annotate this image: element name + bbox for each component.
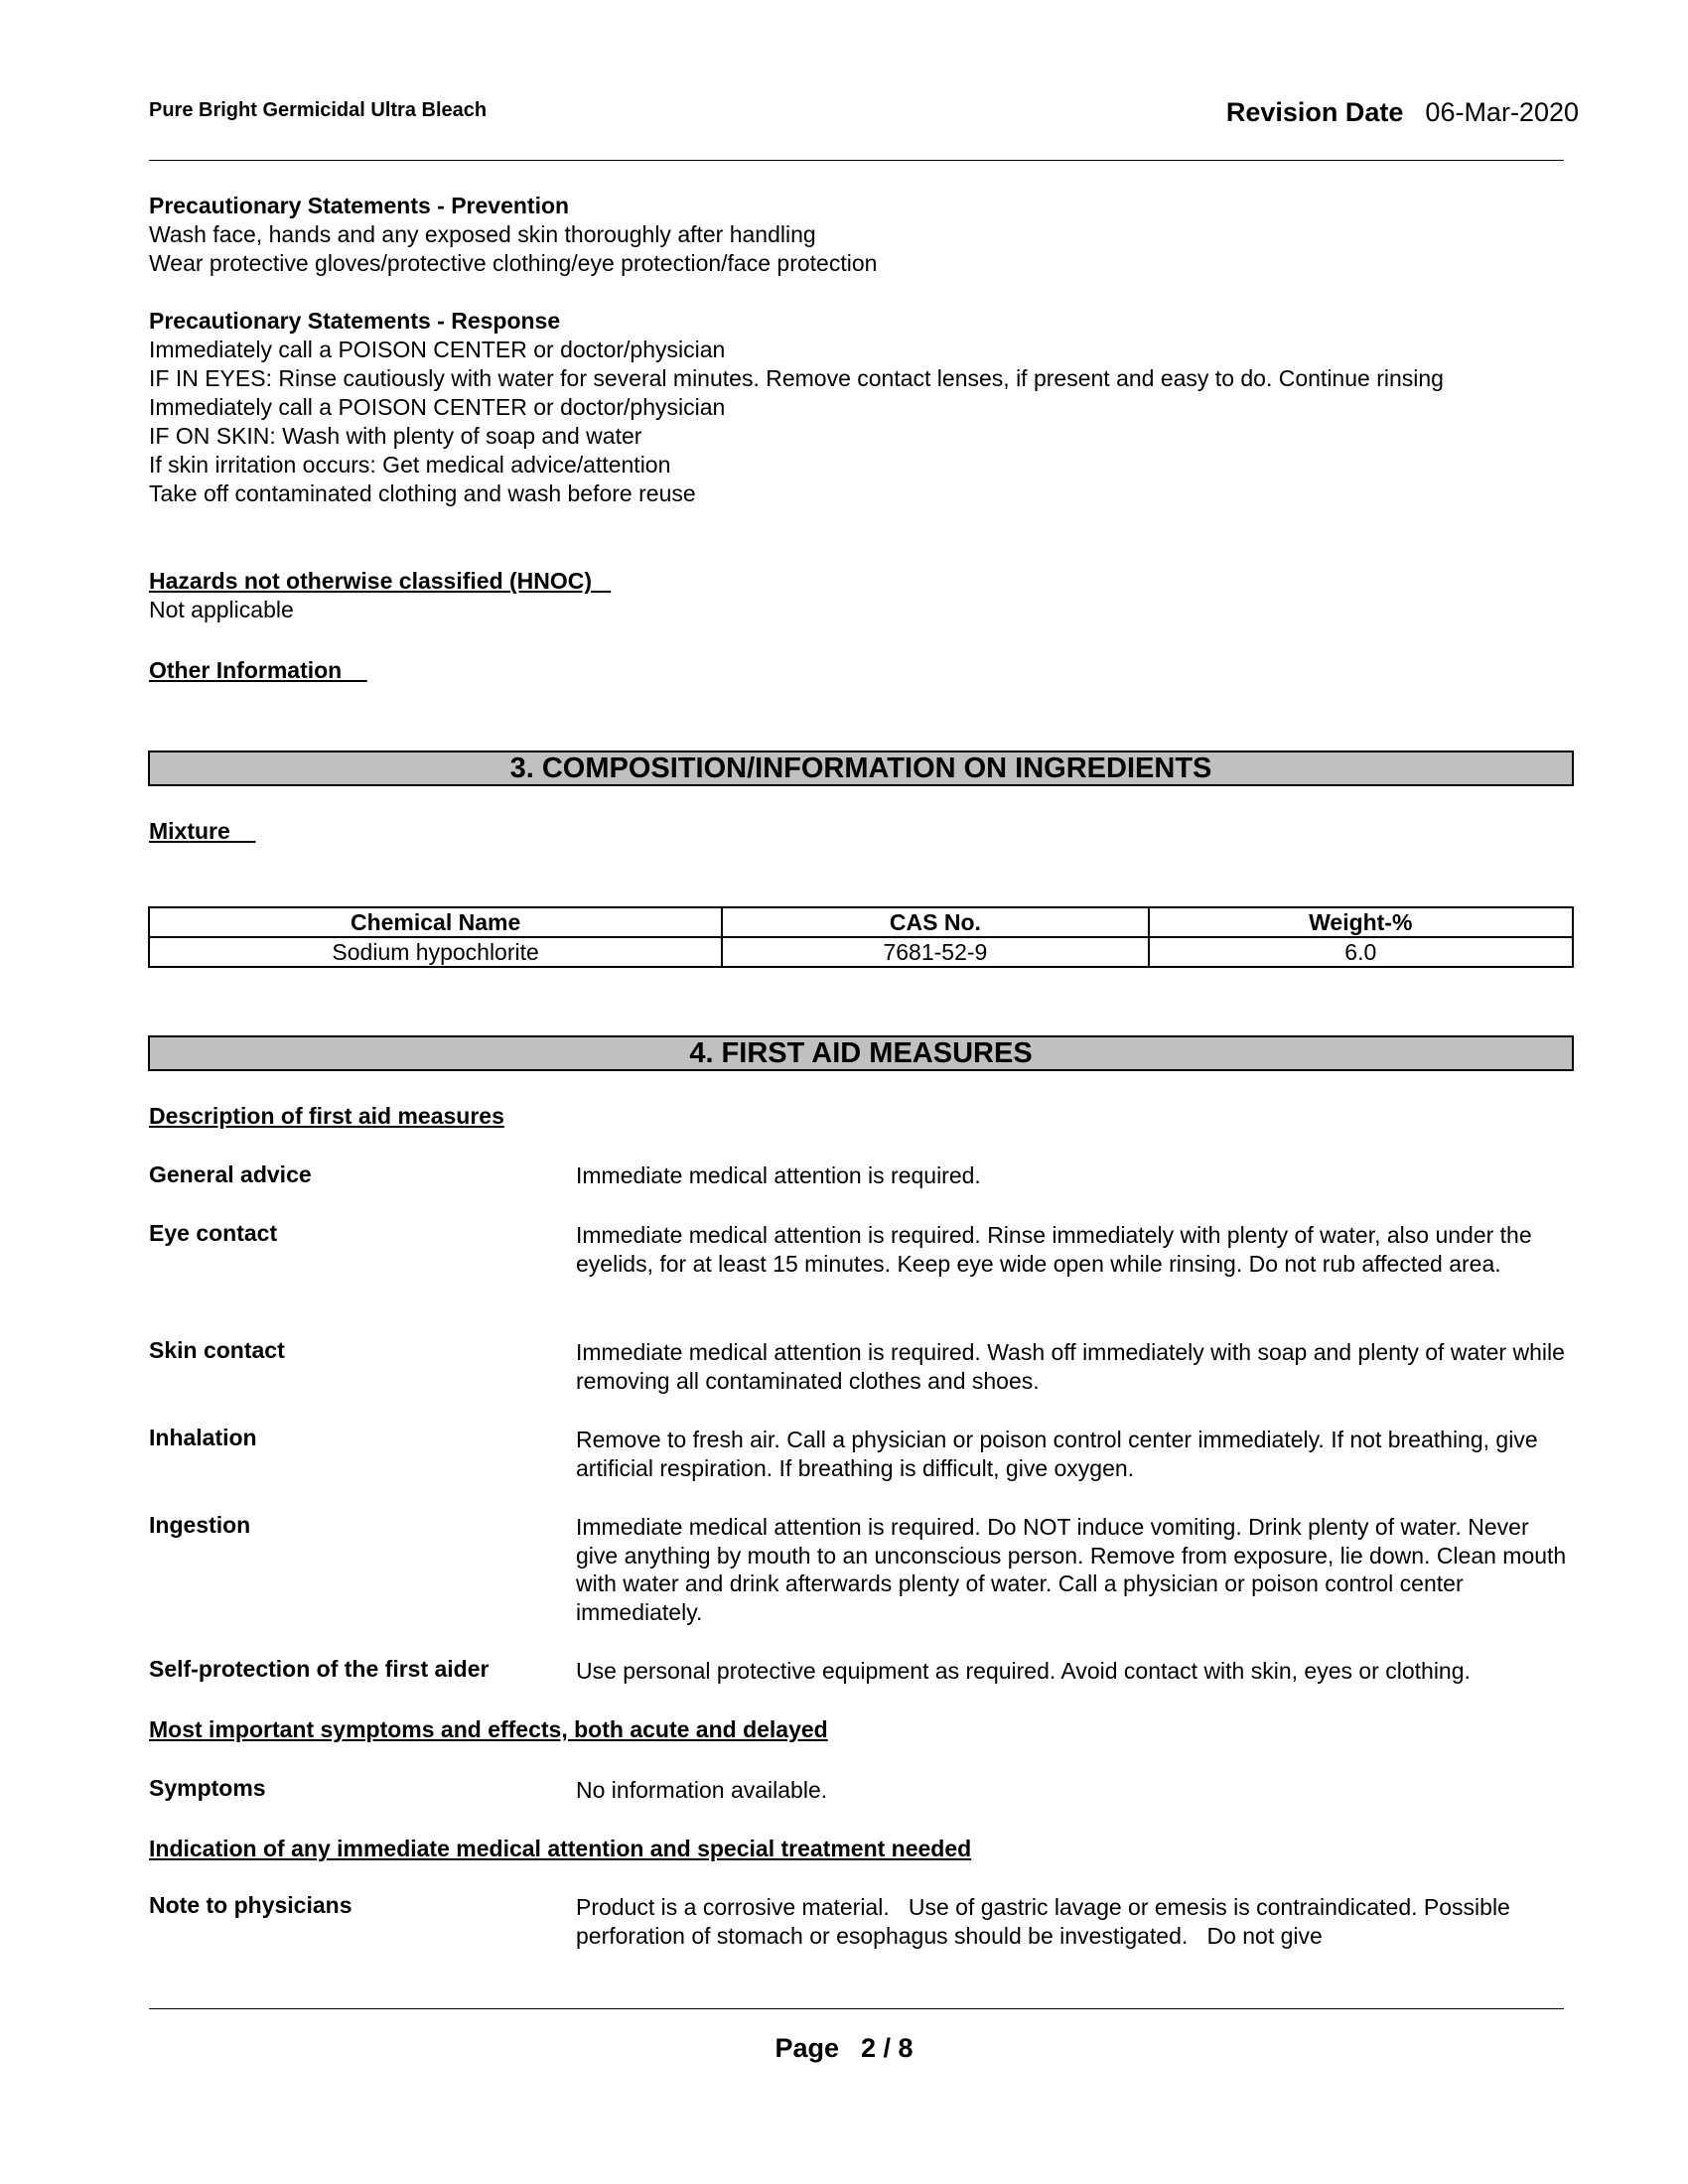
prevention-title: Precautionary Statements - Prevention <box>149 193 570 218</box>
response-line: Immediately call a POISON CENTER or doctor/physician <box>149 394 726 420</box>
page-number: 2 / 8 <box>861 2033 914 2063</box>
section-3-banner: 3. COMPOSITION/INFORMATION ON INGREDIENTS <box>148 751 1574 786</box>
header-divider <box>149 160 1564 161</box>
response-line: Immediately call a POISON CENTER or doctor/physician <box>149 337 726 362</box>
physicians-label: Note to physicians <box>149 1892 352 1918</box>
symptoms-heading-block <box>149 1715 828 1744</box>
page-label: Page <box>774 2033 839 2063</box>
revision-date-label: Revision Date <box>1225 97 1404 127</box>
product-name: Pure Bright Germicidal Ultra Bleach <box>149 99 488 121</box>
physicians-text: Product is a corrosive material. Use of gastric lavage or emesis is contraindicated. Possible perforation of stomach or esophagus should be investigated. Do not give <box>576 1894 1517 1949</box>
first-aid-label-skin: Skin contact <box>149 1337 285 1363</box>
first-aid-text-self-protection: Use personal protective equipment as required. Avoid contact with skin, eyes or clothing. <box>576 1658 1471 1684</box>
cell-weight: 6.0 <box>1149 937 1573 967</box>
hnoc-title: Hazards not otherwise classified (HNOC) <box>149 568 612 594</box>
response-line: IF IN EYES: Rinse cautiously with water for several minutes. Remove contact lenses, if present and easy to do. Continue rinsing <box>149 365 1444 391</box>
first-aid-text-general: Immediate medical attention is required. <box>576 1162 981 1188</box>
revision-date-value: 06-Mar-2020 <box>1425 97 1579 127</box>
first-aid-text-eye: Immediate medical attention is required. Rinse immediately with plenty of water, also under the eyelids, for at least 15 minutes. Keep eye wide open while rinsing. Do not rub affected area. <box>576 1222 1532 1277</box>
cell-chemical-name: Sodium hypochlorite <box>149 937 722 967</box>
first-aid-label-inhalation: Inhalation <box>149 1425 257 1450</box>
prevention-block <box>149 192 877 278</box>
response-block <box>149 307 1444 508</box>
hnoc-value: Not applicable <box>149 597 294 622</box>
other-info-block <box>149 656 367 685</box>
symptoms-text: No information available. <box>576 1777 828 1803</box>
response-line: If skin irritation occurs: Get medical advice/attention <box>149 452 671 478</box>
symptoms-label: Symptoms <box>149 1775 266 1801</box>
response-line: IF ON SKIN: Wash with plenty of soap and water <box>149 423 642 449</box>
column-header-weight: Weight-% <box>1149 907 1573 937</box>
description-heading: Description of first aid measures <box>149 1103 504 1129</box>
response-title: Precautionary Statements - Response <box>149 308 561 334</box>
ingredients-table <box>148 906 1574 968</box>
table-header-row <box>149 907 1573 937</box>
hnoc-block <box>149 567 611 624</box>
first-aid-label-eye: Eye contact <box>149 1220 278 1246</box>
revision-date-block <box>1226 97 1579 128</box>
first-aid-label-ingestion: Ingestion <box>149 1512 251 1538</box>
column-header-cas-no: CAS No. <box>722 907 1148 937</box>
column-header-chemical-name: Chemical Name <box>149 907 722 937</box>
table-row <box>149 937 1573 967</box>
symptoms-heading: Most important symptoms and effects, both acute and delayed <box>149 1716 828 1742</box>
prevention-line: Wear protective gloves/protective clothing/eye protection/face protection <box>149 250 878 276</box>
prevention-line: Wash face, hands and any exposed skin thoroughly after handling <box>149 221 816 247</box>
first-aid-text-inhalation: Remove to fresh air. Call a physician or poison control center immediately. If not breathing, give artificial respiration. If breathing is difficult, give oxygen. <box>576 1427 1538 1481</box>
first-aid-text-skin: Immediate medical attention is required. Wash off immediately with soap and plenty of water while removing all contaminated clothes and shoes. <box>576 1339 1565 1394</box>
cell-cas-no: 7681-52-9 <box>722 937 1148 967</box>
mixture-label: Mixture <box>149 818 256 844</box>
response-line: Take off contaminated clothing and wash before reuse <box>149 480 696 506</box>
mixture-block <box>149 817 255 846</box>
description-heading-block <box>149 1102 504 1131</box>
treatment-heading: Indication of any immediate medical attention and special treatment needed <box>149 1836 972 1861</box>
treatment-heading-block <box>149 1835 971 1863</box>
first-aid-label-general: General advice <box>149 1161 312 1187</box>
other-info-title: Other Information <box>149 657 367 683</box>
first-aid-text-ingestion: Immediate medical attention is required. Do NOT induce vomiting. Drink plenty of water. Never give anything by mouth to an unconscious person. Remove from exposure, lie down. Clean mouth with water and drink afterwards plenty of water. Call a physician or poison control center immediately. <box>576 1514 1567 1625</box>
first-aid-label-self-protection: Self-protection of the first aider <box>149 1656 490 1682</box>
section-4-banner: 4. FIRST AID MEASURES <box>148 1035 1574 1071</box>
footer-divider <box>149 2008 1564 2009</box>
page-footer <box>0 2033 1688 2064</box>
